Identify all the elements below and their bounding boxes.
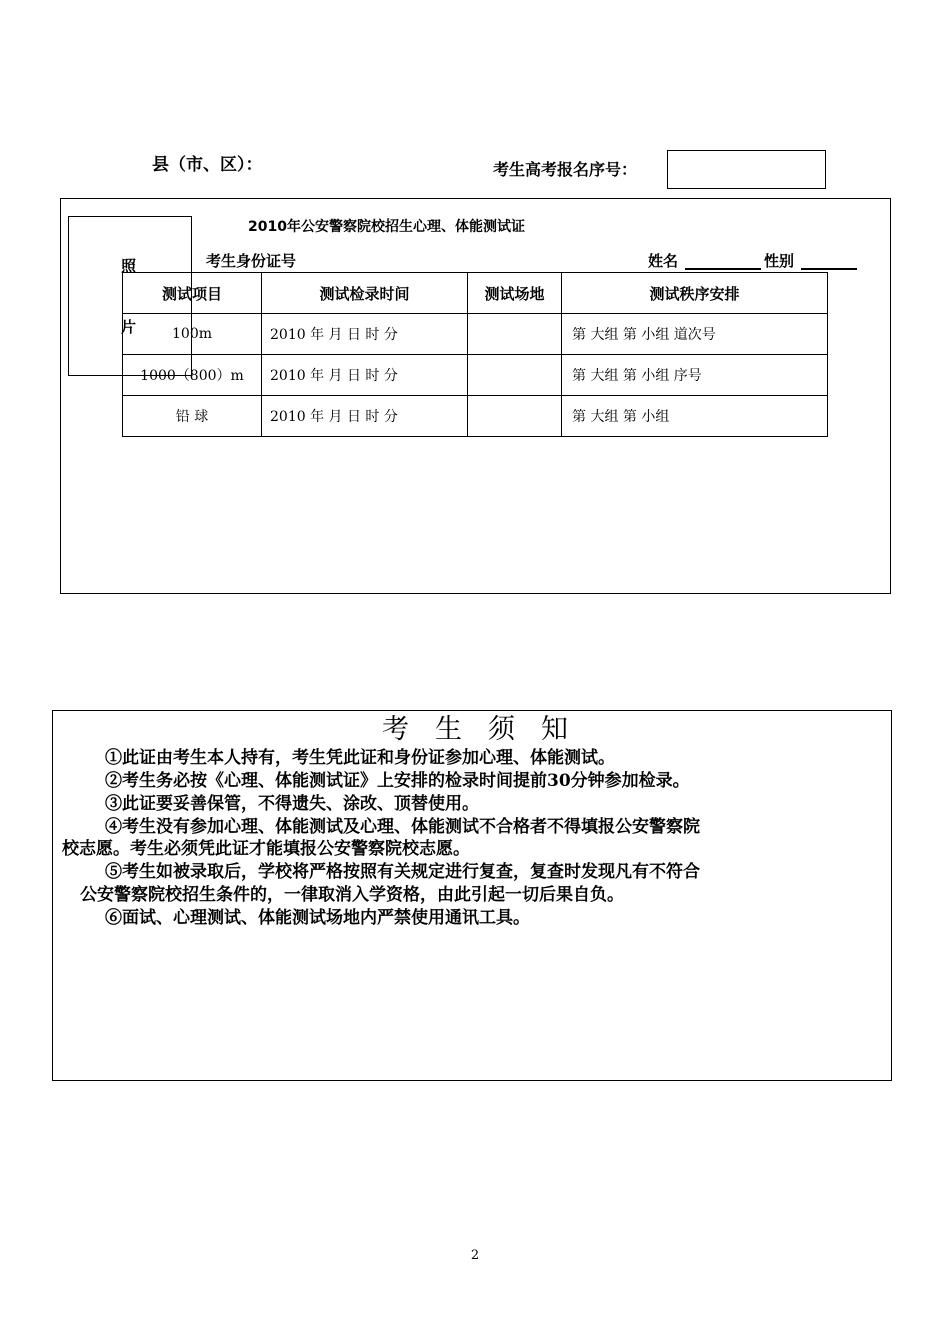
certificate-title: 2010年公安警察院校招生心理、体能测试证 [248,219,525,235]
test-venue [468,314,562,355]
notice-item: ①此证由考生本人持有，考生凭此证和身份证参加心理、体能测试。 [105,748,615,768]
name-label: 姓名 [648,252,679,270]
table-row [123,396,828,437]
test-item: 铅 球 [123,396,262,437]
notice-item: ②考生务必按《心理、体能测试证》上安排的检录时间提前30分钟参加检录。 [105,771,690,791]
test-arrangement: 第 大组 第 小组 道次号 [562,314,828,355]
notice-title: 考生须知 [382,714,594,745]
test-venue [468,396,562,437]
registration-number-box [667,150,826,189]
page-number: 2 [470,1248,480,1263]
header-test-item: 测试项目 [123,273,262,314]
test-item: 100m [123,314,262,355]
id-number-label: 考生身份证号 [206,252,297,270]
gender-underline [801,268,857,270]
test-arrangement: 第 大组 第 小组 序号 [562,355,828,396]
notice-item: ⑤考生如被录取后，学校将严格按照有关规定进行复查，复查时发现凡有不符合 [105,862,700,882]
registration-number-label: 考生高考报名序号： [493,160,638,179]
photo-label-char-2: 片 [121,318,137,336]
gender-label: 性别 [764,252,795,270]
header-test-arrangement: 测试秩序安排 [562,273,828,314]
notice-item: ④考生没有参加心理、体能测试及心理、体能测试不合格者不得填报公安警察院 [105,817,700,837]
test-venue [468,355,562,396]
notice-item: 校志愿。考生必须凭此证才能填报公安警察院校志愿。 [62,839,470,859]
table-row [123,314,828,355]
test-arrangement: 第 大组 第 小组 [562,396,828,437]
name-underline [685,268,761,270]
test-item: 1000（800）m [123,355,262,396]
checkin-time: 2010 年 月 日 时 分 [262,355,468,396]
table-header-row [123,273,828,314]
photo-label-char-1: 照 [121,257,137,275]
notice-item: 公安警察院校招生条件的，一律取消入学资格，由此引起一切后果自负。 [80,885,624,905]
notice-item: ⑥面试、心理测试、体能测试场地内严禁使用通讯工具。 [105,908,530,928]
header-checkin-time: 测试检录时间 [262,273,468,314]
notice-item: ③此证要妥善保管，不得遗失、涂改、顶替使用。 [105,794,479,814]
checkin-time: 2010 年 月 日 时 分 [262,396,468,437]
table-row [123,355,828,396]
county-label: 县（市、区）： [152,155,263,175]
test-schedule-table [122,272,828,437]
checkin-time: 2010 年 月 日 时 分 [262,314,468,355]
header-test-venue: 测试场地 [468,273,562,314]
